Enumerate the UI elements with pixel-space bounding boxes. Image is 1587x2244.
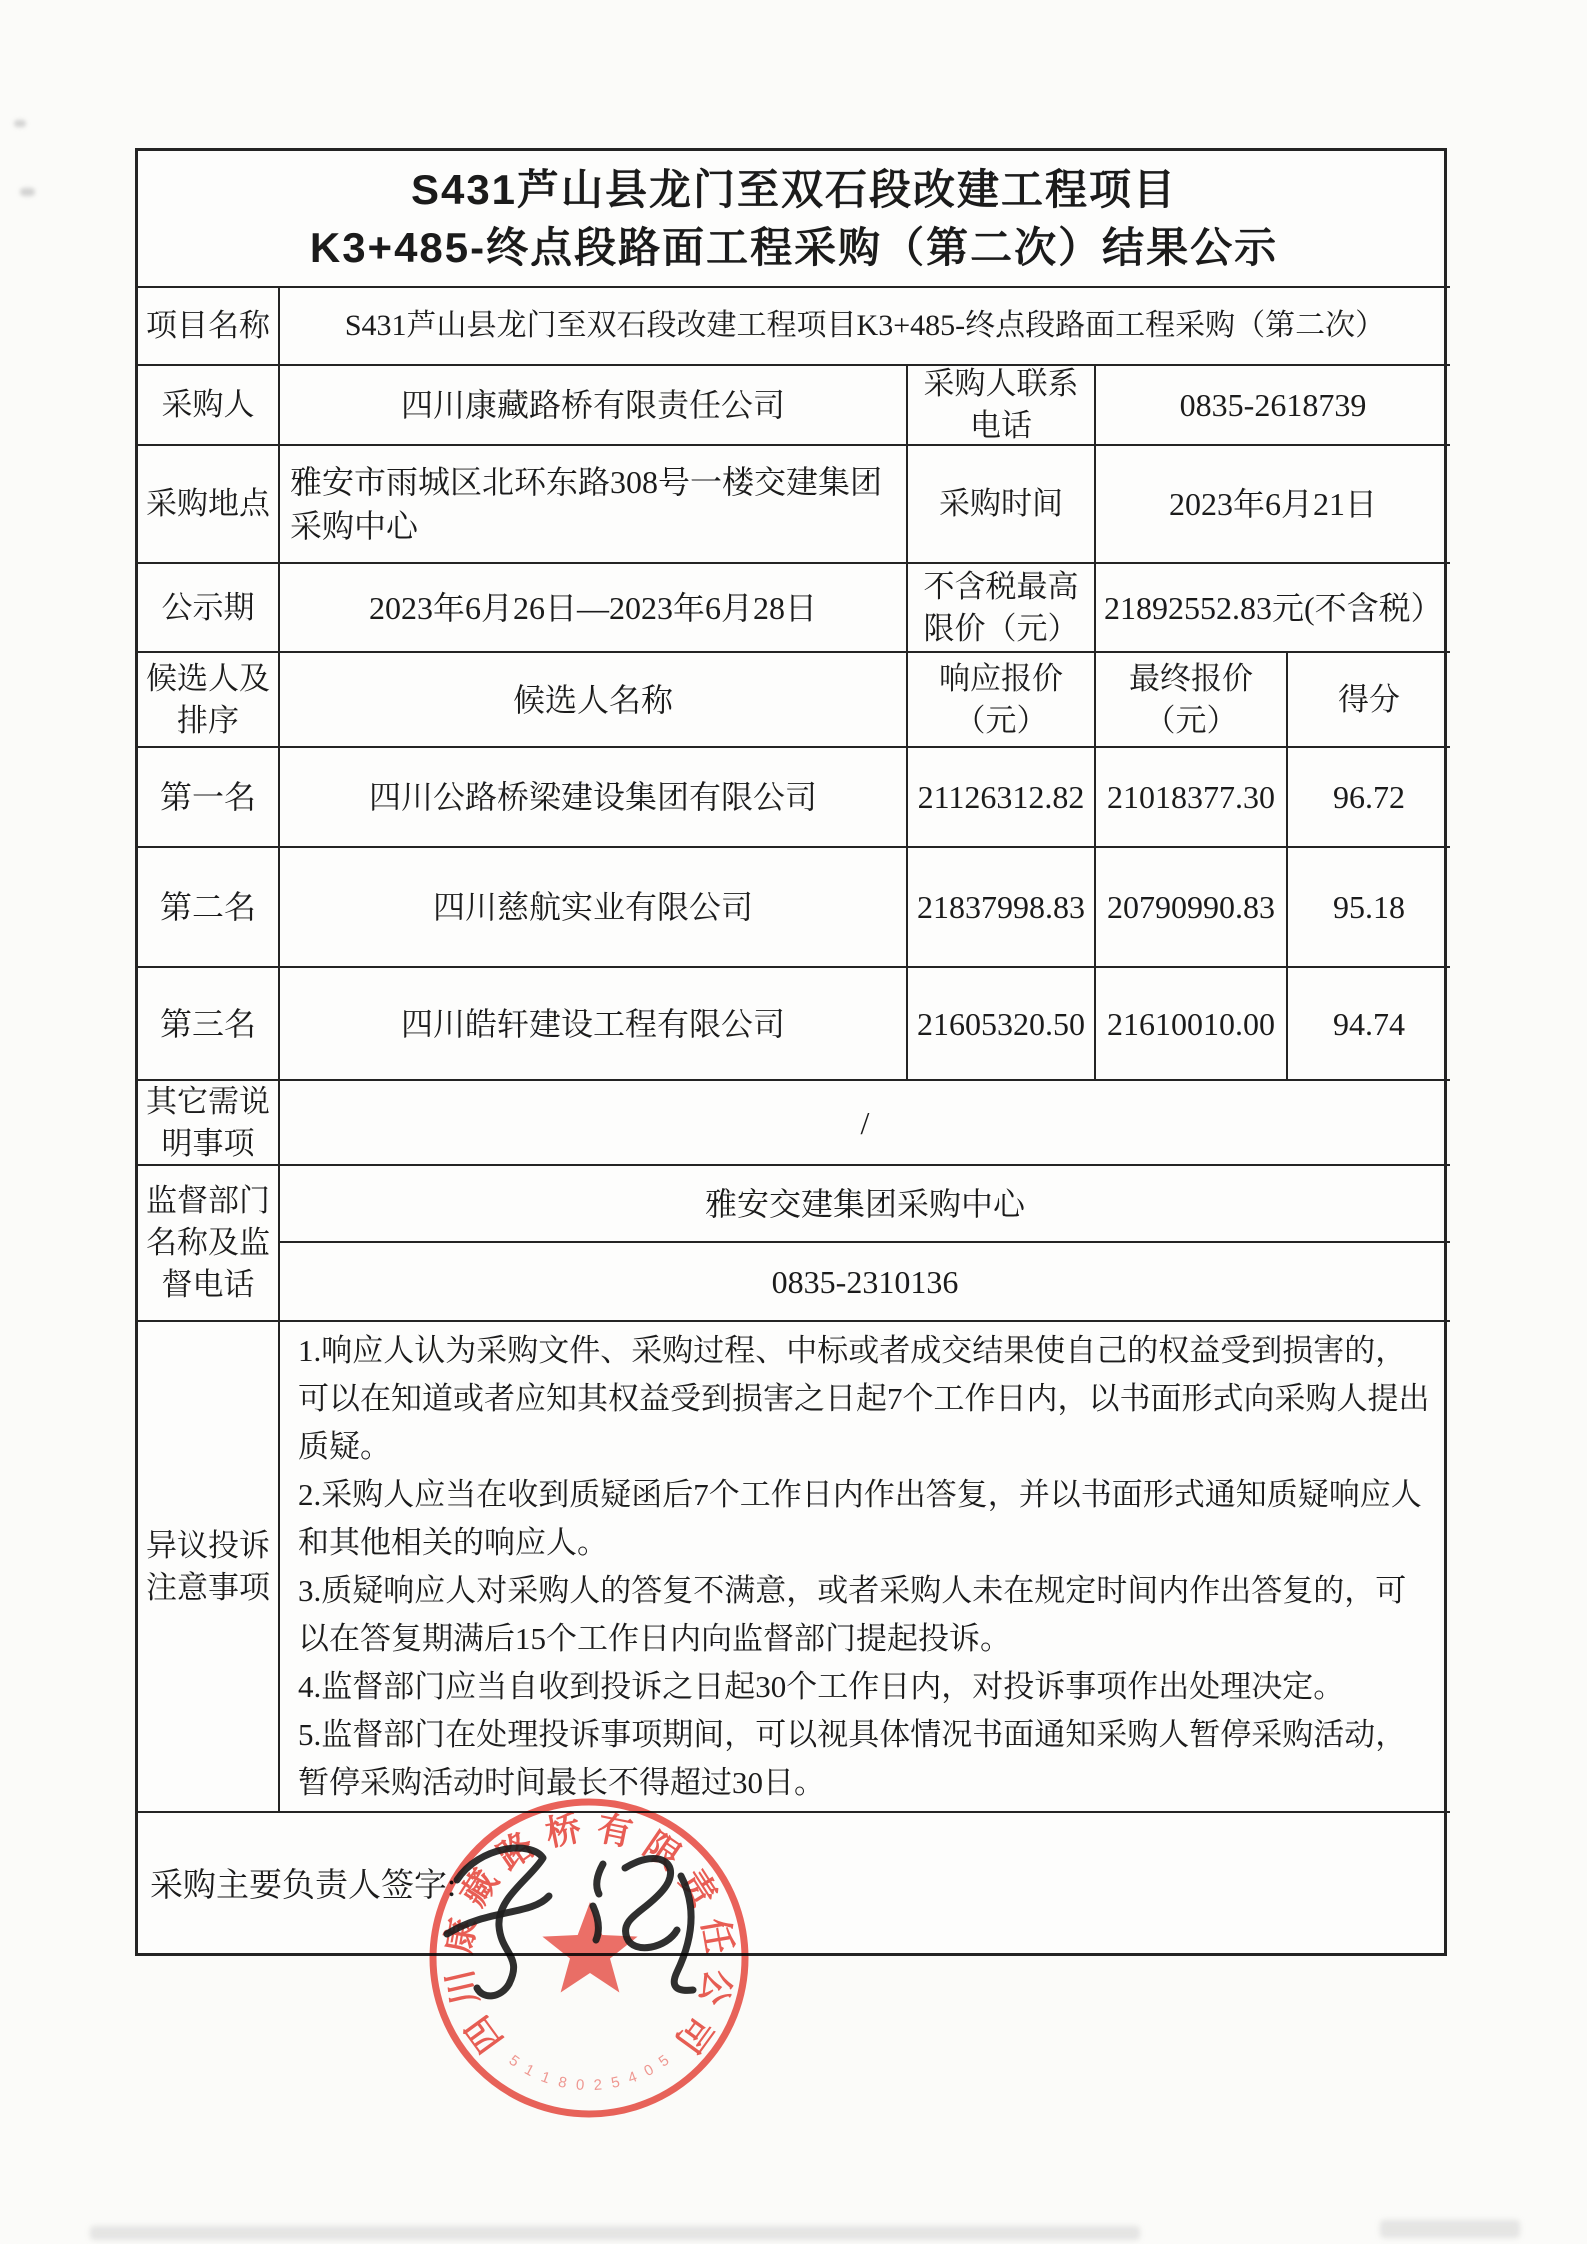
svg-text:康: 康 [439, 1915, 484, 1957]
candidate-3-response-price: 21605320.50 [908, 968, 1096, 1081]
header-final-price: 最终报价（元） [1096, 653, 1288, 748]
svg-text:5: 5 [505, 2051, 523, 2071]
value-supervision-phone: 0835-2310136 [280, 1243, 1450, 1322]
svg-text:1: 1 [538, 2068, 553, 2088]
svg-text:桥: 桥 [542, 1808, 585, 1854]
scan-smudge [14, 120, 26, 127]
candidate-1-score: 96.72 [1288, 748, 1450, 848]
seal-code-text [506, 2052, 673, 2094]
objection-notice-body [280, 1322, 1450, 1813]
label-purchaser-phone: 采购人联系电话 [908, 366, 1096, 446]
value-location: 雅安市雨城区北环东路308号一楼交建集团采购中心 [280, 446, 908, 564]
label-purchaser: 采购人 [138, 366, 280, 446]
svg-text:路: 路 [490, 1825, 542, 1878]
svg-text:5: 5 [609, 2073, 622, 2092]
svg-text:四: 四 [458, 2008, 511, 2060]
candidate-3-score: 94.74 [1288, 968, 1450, 1081]
candidate-1-rank: 第一名 [138, 748, 280, 848]
candidate-1-final-price: 21018377.30 [1096, 748, 1288, 848]
label-project-name: 项目名称 [138, 288, 280, 366]
value-max-price: 21892552.83元(不含税） [1096, 564, 1450, 653]
scan-edge-smudge [90, 2226, 1140, 2240]
header-candidate-name: 候选人名称 [280, 653, 908, 748]
label-supervision: 监督部门名称及监督电话 [138, 1166, 280, 1322]
title-line-2: K3+485-终点段路面工程采购（第二次）结果公示 [309, 223, 1279, 271]
svg-text:1: 1 [521, 2061, 537, 2080]
label-objection-notice: 异议投诉注意事项 [138, 1322, 280, 1813]
svg-text:2: 2 [593, 2076, 603, 2094]
objection-item-1: 1.响应人认为采购文件、采购过程、中标或者成交结果使自己的权益受到损害的，可以在知道或者应知其权益受到损害之日起7个工作日内，以书面形式向采购人提出质疑。 [298, 1332, 1430, 1464]
objection-item-4: 4.监督部门应当自收到投诉之日起30个工作日内，对投诉事项作出处理决定。 [298, 1668, 1345, 1704]
value-time: 2023年6月21日 [1096, 446, 1450, 564]
candidate-2-response-price: 21837998.83 [908, 848, 1096, 968]
svg-text:公: 公 [692, 1965, 739, 2009]
candidate-2-rank: 第二名 [138, 848, 280, 968]
candidate-1-name: 四川公路桥梁建设集团有限公司 [280, 748, 908, 848]
svg-text:川: 川 [439, 1965, 486, 2009]
candidate-2-name: 四川慈航实业有限公司 [280, 848, 908, 968]
svg-text:责: 责 [672, 1862, 724, 1914]
svg-text:5: 5 [655, 2051, 673, 2071]
title-line-1: S431芦山县龙门至双石段改建工程项目 [410, 165, 1178, 213]
value-supervision-name: 雅安交建集团采购中心 [280, 1166, 1450, 1243]
svg-text:有: 有 [593, 1808, 636, 1854]
svg-text:任: 任 [694, 1915, 739, 1957]
objection-item-5: 5.监督部门在处理投诉事项期间，可以视具体情况书面通知采购人暂停采购活动，暂停采购活动时间最长不得超过30日。 [298, 1716, 1407, 1800]
objection-item-2: 2.采购人应当在收到质疑函后7个工作日内作出答复，并以书面形式通知质疑响应人和其他相关的响应人。 [298, 1476, 1422, 1560]
value-purchaser: 四川康藏路桥有限责任公司 [280, 366, 908, 446]
value-purchaser-phone: 0835-2618739 [1096, 366, 1450, 446]
svg-text:0: 0 [575, 2076, 585, 2094]
signature-row [138, 1813, 1450, 1959]
label-location: 采购地点 [138, 446, 280, 564]
svg-text:0: 0 [641, 2061, 657, 2080]
scan-smudge [20, 188, 35, 196]
label-publicity-period: 公示期 [138, 564, 280, 653]
candidate-3-name: 四川皓轩建设工程有限公司 [280, 968, 908, 1081]
svg-text:限: 限 [636, 1825, 688, 1878]
candidate-3-rank: 第三名 [138, 968, 280, 1081]
objection-item-3: 3.质疑响应人对采购人的答复不满意，或者采购人未在规定时间内作出答复的，可以在答复期满后15个工作日内向监督部门提起投诉。 [298, 1572, 1407, 1656]
svg-text:藏: 藏 [454, 1862, 506, 1914]
signature-label: 采购主要负责人签字: [150, 1868, 457, 1904]
svg-text:4: 4 [625, 2068, 640, 2088]
value-project-name: S431芦山县龙门至双石段改建工程项目K3+485-终点段路面工程采购（第二次） [280, 288, 1450, 366]
label-time: 采购时间 [908, 446, 1096, 564]
scan-edge-smudge [1380, 2220, 1520, 2238]
svg-text:司: 司 [667, 2008, 720, 2060]
header-candidate-rank: 候选人及排序 [138, 653, 280, 748]
label-max-price: 不含税最高限价（元） [908, 564, 1096, 653]
document-title [138, 151, 1450, 288]
header-score: 得分 [1288, 653, 1450, 748]
candidate-1-response-price: 21126312.82 [908, 748, 1096, 848]
procurement-result-table [135, 148, 1447, 1956]
svg-text:8: 8 [556, 2073, 569, 2092]
value-publicity-period: 2023年6月26日—2023年6月28日 [280, 564, 908, 653]
label-other-notes: 其它需说明事项 [138, 1081, 280, 1166]
header-response-price: 响应报价（元） [908, 653, 1096, 748]
candidate-2-score: 95.18 [1288, 848, 1450, 968]
candidate-2-final-price: 20790990.83 [1096, 848, 1288, 968]
value-other-notes: / [280, 1081, 1450, 1166]
candidate-3-final-price: 21610010.00 [1096, 968, 1288, 1081]
